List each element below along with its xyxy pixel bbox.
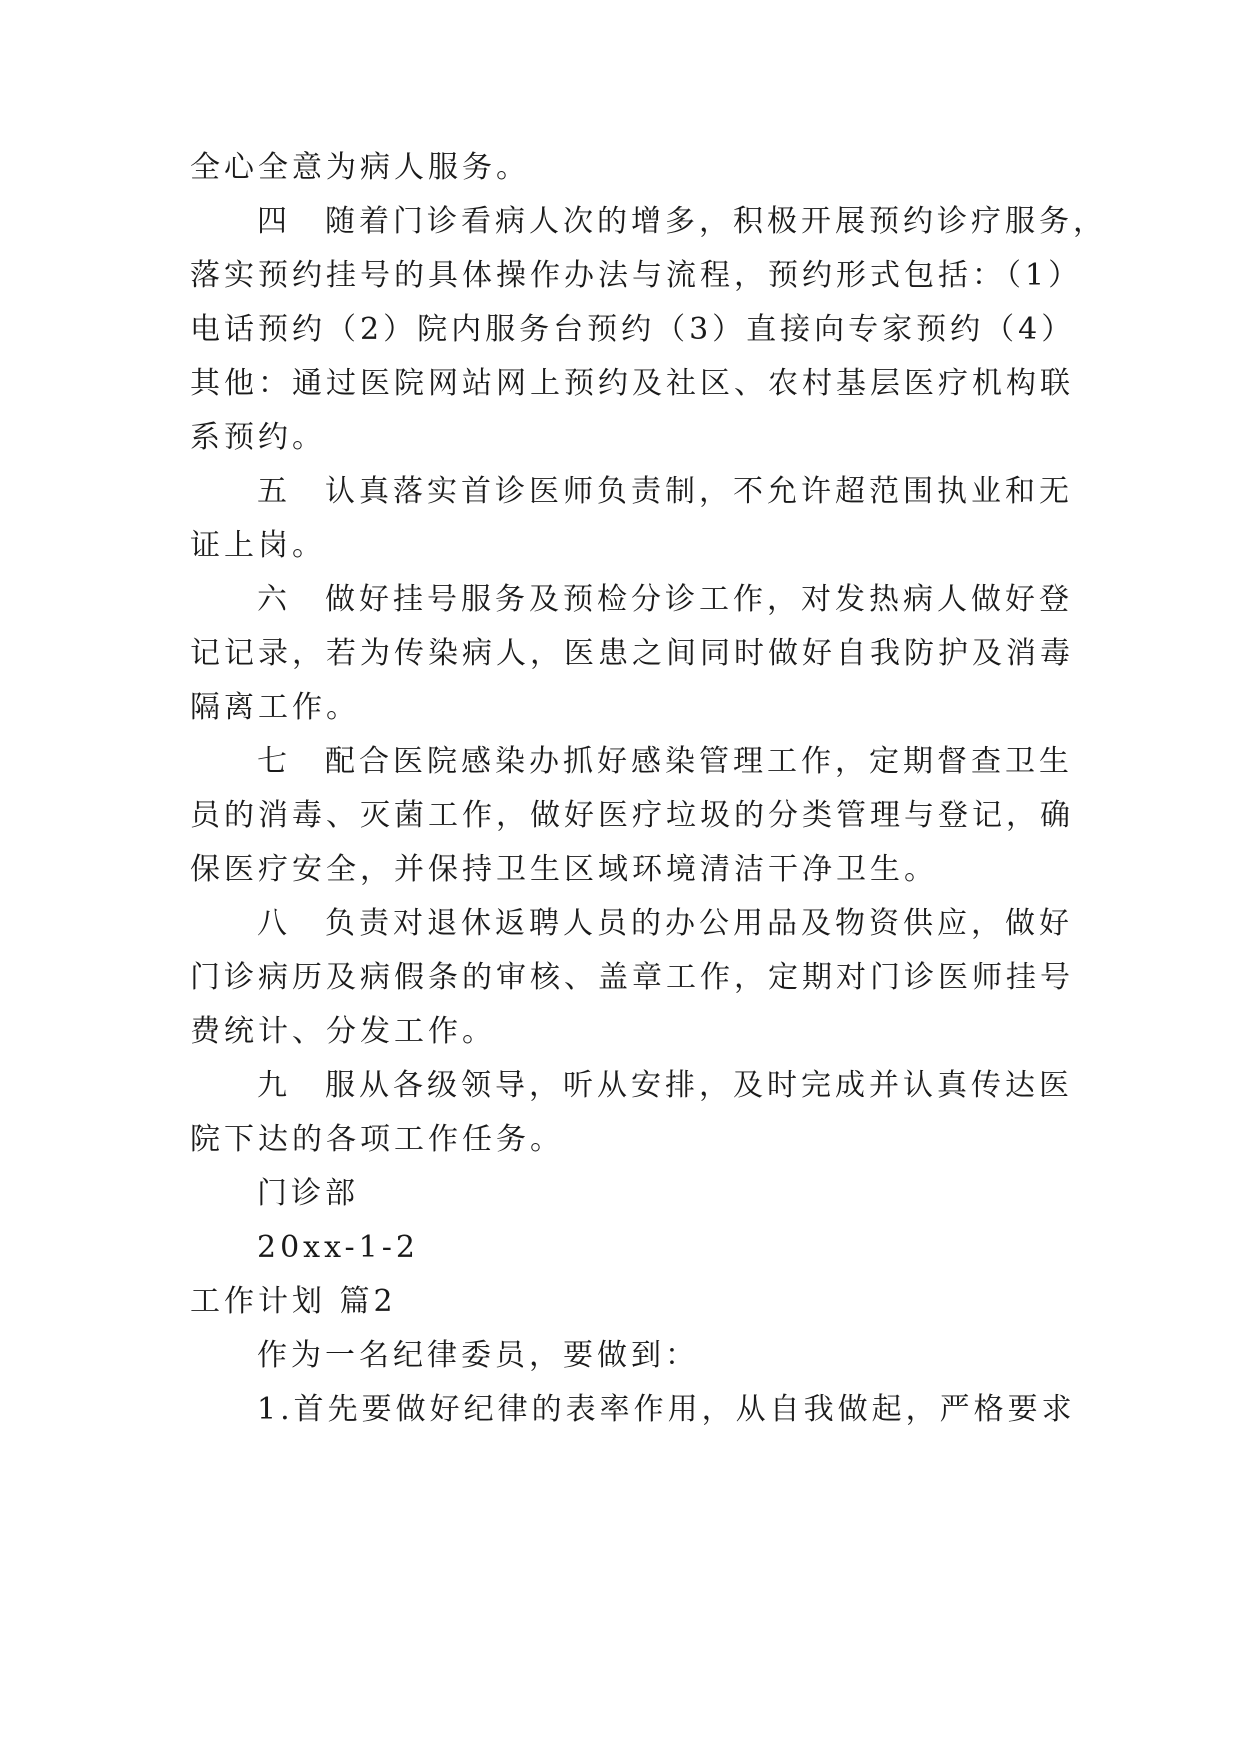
text-line: 全心全意为病人服务。 [190,150,530,185]
text-line: 保医疗安全，并保持卫生区域环境清洁干净卫生。 [190,852,938,887]
signature-department: 门诊部 [257,1176,359,1211]
text-line: 1.首先要做好纪律的表率作用，从自我做起，严格要求 [257,1392,1076,1427]
text-line: 隔离工作。 [190,690,360,725]
text-line: 系预约。 [190,420,326,455]
text-line: 六 做好挂号服务及预检分诊工作，对发热病人做好登 [257,582,1073,617]
section-heading: 工作计划 篇2 [190,1284,397,1319]
text-line: 门诊病历及病假条的审核、盖章工作，定期对门诊医师挂号 [190,960,1074,995]
text-line: 作为一名纪律委员，要做到： [257,1338,699,1373]
text-line: 八 负责对退休返聘人员的办公用品及物资供应，做好 [257,906,1073,941]
signature-date: 20xx-1-2 [257,1230,419,1265]
text-line: 员的消毒、灭菌工作，做好医疗垃圾的分类管理与登记，确 [190,798,1074,833]
text-line: 其他：通过医院网站网上预约及社区、农村基层医疗机构联 [190,366,1074,401]
text-line: 落实预约挂号的具体操作办法与流程，预约形式包括：（1） [190,258,1083,293]
text-line: 九 服从各级领导，听从安排，及时完成并认真传达医 [257,1068,1073,1103]
text-line: 费统计、分发工作。 [190,1014,496,1049]
text-line: 四 随着门诊看病人次的增多，积极开展预约诊疗服务， [257,204,1107,239]
text-line: 七 配合医院感染办抓好感染管理工作，定期督查卫生 [257,744,1073,779]
text-line: 记记录，若为传染病人，医患之间同时做好自我防护及消毒 [190,636,1074,671]
text-line: 五 认真落实首诊医师负责制，不允许超范围执业和无 [257,474,1073,509]
text-line: 证上岗。 [190,528,326,563]
text-line: 电话预约（2）院内服务台预约（3）直接向专家预约（4） [190,312,1076,347]
text-line: 院下达的各项工作任务。 [190,1122,564,1157]
